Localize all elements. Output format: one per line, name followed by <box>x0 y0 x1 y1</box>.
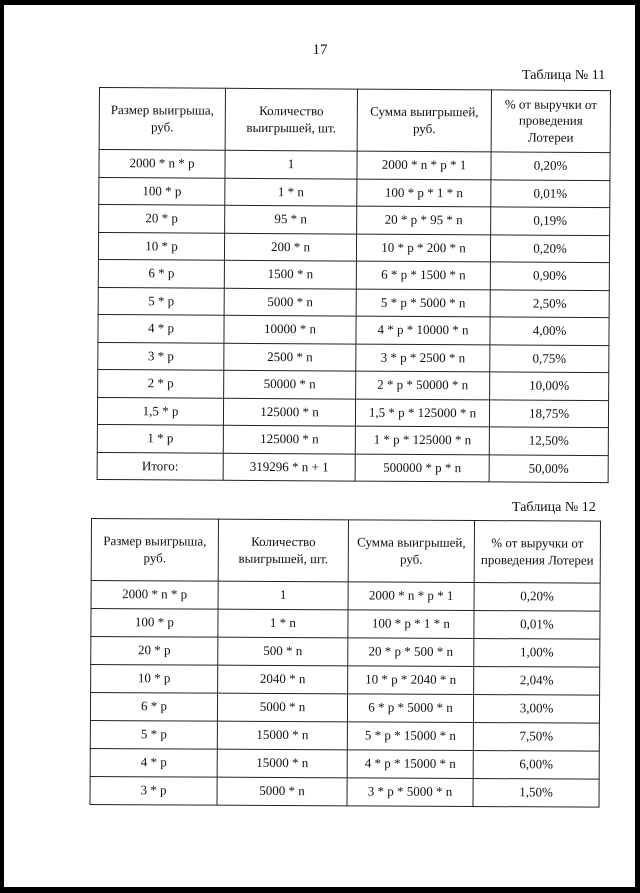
table-row <box>98 314 609 345</box>
cell-prize-sum: 2000 * n * p * 1 <box>357 151 491 179</box>
cell-prize-count: 10000 * n <box>224 315 356 343</box>
cell-prize-count: 5000 * n <box>217 693 347 722</box>
cell-prize-sum: 100 * p * 1 * n <box>348 610 474 639</box>
cell-prize-count: 200 * n <box>224 233 356 261</box>
cell-revenue-percent: 0,75% <box>490 344 609 372</box>
cell-prize-sum: 4 * p * 10000 * n <box>356 316 490 344</box>
table-row <box>98 259 609 290</box>
table-row <box>90 776 599 807</box>
cell-prize-count: 5000 * n <box>224 288 356 316</box>
cell-prize-size: 100 * p <box>91 609 218 638</box>
cell-prize-count: 5000 * n <box>217 777 347 806</box>
cell-revenue-percent: 0,20% <box>474 583 600 612</box>
cell-prize-count: 15000 * n <box>217 721 347 750</box>
cell-prize-size: 2 * p <box>98 369 224 397</box>
prize-table-12 <box>89 518 600 808</box>
column-header-prize-count: Количество выигрышей, шт. <box>225 88 357 151</box>
cell-prize-sum: 5 * p * 5000 * n <box>356 289 490 317</box>
cell-prize-sum: 6 * p * 1500 * n <box>356 261 490 289</box>
cell-revenue-percent: 2,04% <box>474 667 600 696</box>
cell-prize-count: 15000 * n <box>217 749 347 778</box>
cell-revenue-percent: 50,00% <box>489 454 608 482</box>
cell-revenue-percent: 0,90% <box>490 262 609 290</box>
table-row <box>98 232 609 263</box>
cell-prize-sum: 10 * p * 200 * n <box>356 234 490 262</box>
cell-revenue-percent: 0,01% <box>491 179 610 207</box>
table-row <box>91 609 600 640</box>
cell-prize-sum: 3 * p * 2500 * n <box>356 344 490 372</box>
column-header-prize-sum: Сумма выигрышей, руб. <box>348 520 474 583</box>
cell-prize-size: 5 * p <box>90 720 217 749</box>
cell-prize-sum: 3 * p * 5000 * n <box>347 778 473 807</box>
cell-prize-size: 5 * p <box>98 287 224 315</box>
table-row <box>97 397 608 428</box>
cell-prize-count: 125000 * n <box>223 398 355 426</box>
prize-table-11 <box>97 87 611 483</box>
cell-prize-sum: 4 * p * 15000 * n <box>347 750 473 779</box>
table-row <box>91 637 600 668</box>
table-row <box>99 177 610 208</box>
cell-prize-size: 20 * p <box>99 205 225 233</box>
cell-prize-count: 500 * n <box>218 637 348 666</box>
cell-revenue-percent: 12,50% <box>489 427 608 455</box>
table-row <box>97 424 608 455</box>
cell-prize-size: 6 * p <box>98 259 224 287</box>
scan-border-top <box>0 0 640 5</box>
table-row <box>98 369 609 400</box>
table-header-row <box>99 88 610 153</box>
cell-revenue-percent: 7,50% <box>473 723 599 752</box>
cell-prize-count: 2040 * n <box>218 665 348 694</box>
cell-prize-count: 125000 * n <box>223 425 355 453</box>
cell-prize-sum: 5 * p * 15000 * n <box>347 722 473 751</box>
cell-prize-size: 4 * p <box>90 748 217 777</box>
cell-prize-count: 1 * n <box>218 609 348 638</box>
cell-prize-sum: 1 * p * 125000 * n <box>355 426 489 454</box>
table-11-caption: Таблица № 11 <box>522 68 606 83</box>
table-row <box>99 150 610 181</box>
cell-prize-sum: 20 * p * 500 * n <box>348 638 474 667</box>
cell-revenue-percent: 1,00% <box>474 639 600 668</box>
column-header-prize-size: Размер выигрыша, руб. <box>99 88 225 151</box>
cell-prize-count: 1 <box>225 150 357 178</box>
cell-prize-size: 2000 * n * p <box>99 150 225 178</box>
page-number: 17 <box>312 42 328 58</box>
table-row <box>99 205 610 236</box>
cell-prize-size: 4 * p <box>98 314 224 342</box>
cell-prize-size: 100 * p <box>99 177 225 205</box>
cell-prize-count: 1500 * n <box>224 260 356 288</box>
table-header-row <box>91 519 600 584</box>
cell-revenue-percent: 3,00% <box>473 695 599 724</box>
table-row <box>91 581 600 612</box>
cell-prize-sum: 6 * p * 5000 * n <box>347 694 473 723</box>
cell-revenue-percent: 4,00% <box>490 317 609 345</box>
table-total-row <box>97 452 608 483</box>
cell-prize-size: Итого: <box>97 452 223 480</box>
table-row <box>98 287 609 318</box>
cell-prize-size: 2000 * n * p <box>91 581 218 610</box>
cell-prize-sum: 500000 * p * n <box>355 454 489 482</box>
cell-revenue-percent: 18,75% <box>489 399 608 427</box>
cell-prize-sum: 10 * p * 2040 * n <box>348 666 474 695</box>
cell-prize-sum: 100 * p * 1 * n <box>357 179 491 207</box>
cell-prize-size: 3 * p <box>98 342 224 370</box>
cell-prize-sum: 20 * p * 95 * n <box>357 206 491 234</box>
cell-prize-count: 95 * n <box>225 205 357 233</box>
cell-revenue-percent: 6,00% <box>473 751 599 780</box>
cell-prize-count: 2500 * n <box>224 343 356 371</box>
cell-prize-size: 1 * p <box>97 424 223 452</box>
cell-revenue-percent: 1,50% <box>473 779 599 808</box>
cell-revenue-percent: 0,20% <box>491 152 610 180</box>
column-header-prize-size: Размер выигрыша, руб. <box>91 519 218 582</box>
cell-prize-size: 3 * p <box>90 776 217 805</box>
table-row <box>98 342 609 373</box>
cell-prize-sum: 2 * p * 50000 * n <box>356 371 490 399</box>
cell-prize-sum: 1,5 * p * 125000 * n <box>355 399 489 427</box>
cell-prize-size: 10 * p <box>91 665 218 694</box>
scan-border-left <box>0 0 4 893</box>
table-row <box>91 665 600 696</box>
scan-border-bottom <box>0 887 640 893</box>
table-row <box>90 693 599 724</box>
column-header-prize-sum: Сумма выигрышей, руб. <box>357 89 491 152</box>
cell-prize-count: 319296 * n + 1 <box>223 453 355 481</box>
column-header-prize-count: Количество выигрышей, шт. <box>218 519 348 582</box>
cell-prize-count: 1 * n <box>225 178 357 206</box>
table-row <box>90 748 599 779</box>
cell-revenue-percent: 0,19% <box>491 207 610 235</box>
cell-revenue-percent: 2,50% <box>490 289 609 317</box>
column-header-revenue-percent: % от выручки от проведения Лотереи <box>491 90 610 153</box>
scan-border-right <box>635 0 640 893</box>
cell-prize-size: 1,5 * p <box>97 397 223 425</box>
cell-revenue-percent: 0,20% <box>490 234 609 262</box>
table-row <box>90 720 599 751</box>
cell-prize-count: 1 <box>218 581 348 610</box>
cell-revenue-percent: 10,00% <box>490 372 609 400</box>
cell-prize-size: 10 * p <box>98 232 224 260</box>
cell-revenue-percent: 0,01% <box>474 611 600 640</box>
cell-prize-size: 20 * p <box>91 637 218 666</box>
cell-prize-count: 50000 * n <box>224 370 356 398</box>
column-header-revenue-percent: % от выручки от проведения Лотереи <box>474 521 600 584</box>
cell-prize-size: 6 * p <box>90 693 217 722</box>
table-12-caption: Таблица № 12 <box>512 500 596 515</box>
cell-prize-sum: 2000 * n * p * 1 <box>348 582 474 611</box>
